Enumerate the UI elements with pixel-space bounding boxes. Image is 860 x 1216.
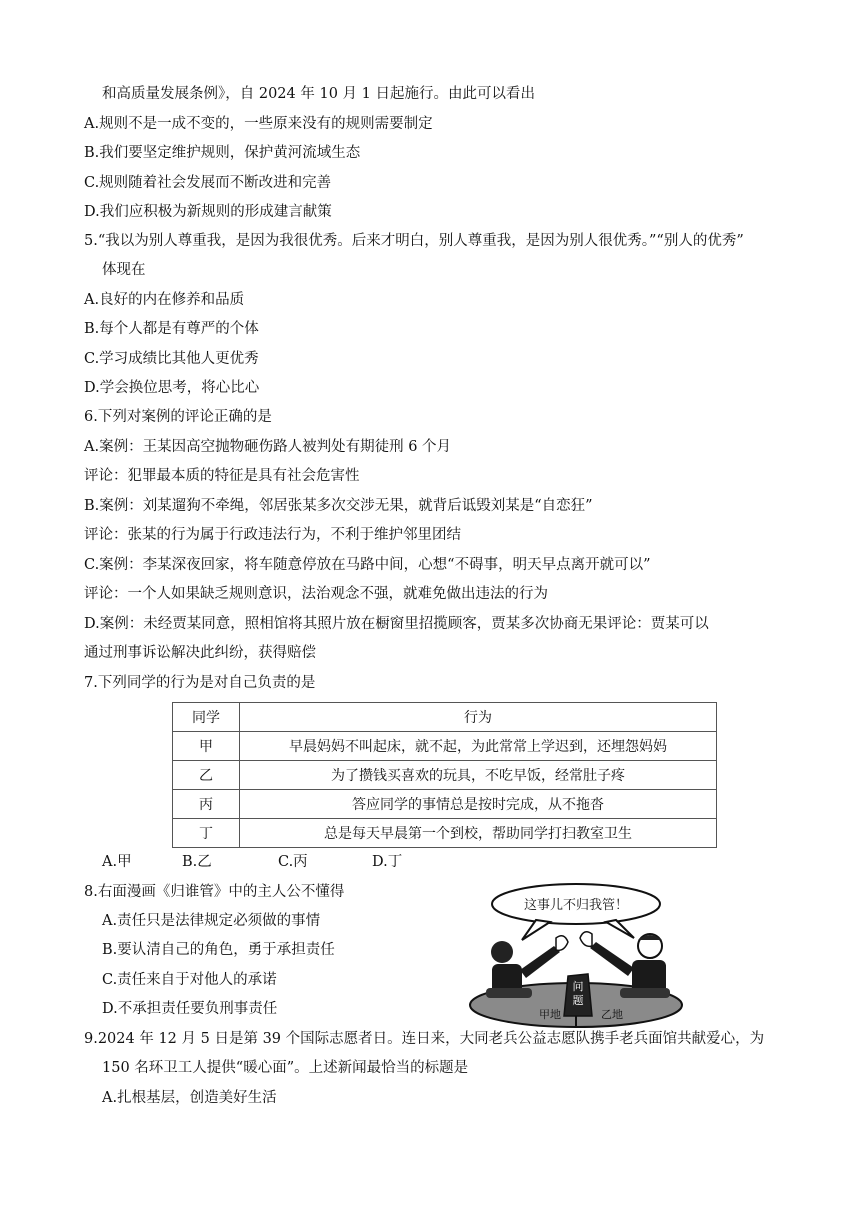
q6-line: B.案例：刘某遛狗不牵绳，邻居张某多次交涉无果，就背后诋毁刘某是“自恋狂”	[84, 498, 593, 514]
q7-option-b: B.乙	[182, 854, 212, 870]
table-header-cell: 同学	[173, 703, 240, 732]
table-header-cell: 行为	[240, 703, 717, 732]
table-cell: 乙	[173, 761, 240, 790]
q5-option-d: D.学会换位思考，将心比心	[84, 380, 260, 396]
table-row	[173, 790, 717, 819]
q4-stem-tail: 和高质量发展条例》，自 2024 年 10 月 1 日起施行。由此可以看出	[102, 86, 535, 102]
table-cell: 丙	[173, 790, 240, 819]
stone-text-2: 题	[572, 994, 584, 1007]
stone-text-1: 问	[572, 980, 584, 993]
q5-option-b: B.每个人都是有尊严的个体	[84, 321, 259, 337]
q6-line: 通过刑事诉讼解决此纠纷，获得赔偿	[84, 645, 316, 661]
q5-stem-line1: 5.“我以为别人尊重我，是因为我很优秀。后来才明白，别人尊重我，是因为别人很优秀。”“别人的优秀”	[84, 233, 744, 249]
q8-option-b: B.要认清自己的角色，勇于承担责任	[102, 942, 335, 958]
table-cell: 为了攒钱买喜欢的玩具，不吃早饭，经常肚子疼	[240, 761, 717, 790]
q5-option-a: A.良好的内在修养和品质	[84, 292, 245, 308]
table-row	[173, 761, 717, 790]
q7-option-a: A.甲	[102, 854, 132, 870]
q5-option-c: C.学习成绩比其他人更优秀	[84, 351, 259, 367]
q6-line: 评论：一个人如果缺乏规则意识，法治观念不强，就难免做出违法的行为	[84, 586, 548, 602]
q4-option-c: C.规则随着社会发展而不断改进和完善	[84, 175, 332, 191]
q6-line: 评论：犯罪最本质的特征是具有社会危害性	[84, 468, 360, 484]
speech-text: 这事儿不归我管！	[523, 898, 629, 913]
q7-option-c: C.丙	[278, 854, 308, 870]
q6-line: C.案例：李某深夜回家，将车随意停放在马路中间，心想“不碍事，明天早点离开就可以”	[84, 557, 651, 573]
q6-line: A.案例：王某因高空抛物砸伤路人被判处有期徒刑 6 个月	[84, 439, 452, 455]
q6-line: D.案例：未经贾某同意，照相馆将其照片放在橱窗里招揽顾客，贾某多次协商无果评论：贾某可以	[84, 616, 709, 632]
q9-option-a: A.扎根基层，创造美好生活	[102, 1090, 277, 1106]
q5-stem-line2: 体现在	[102, 262, 146, 278]
table-cell: 早晨妈妈不叫起床，就不起，为此常常上学迟到，还埋怨妈妈	[240, 732, 717, 761]
table-cell: 答应同学的事情总是按时完成，从不拖沓	[240, 790, 717, 819]
q4-option-d: D.我们应积极为新规则的形成建言献策	[84, 204, 332, 220]
q6-stem: 6.下列对案例的评论正确的是	[84, 409, 272, 425]
q4-option-a: A.规则不是一成不变的，一些原来没有的规则需要制定	[84, 116, 433, 132]
q7-table	[172, 702, 717, 848]
table-row	[173, 732, 717, 761]
q4-option-b: B.我们要坚定维护规则，保护黄河流域生态	[84, 145, 361, 161]
left-ground-label: 甲地	[539, 1008, 561, 1021]
table-header-row	[173, 703, 717, 732]
right-ground-label: 乙地	[601, 1008, 623, 1021]
table-row	[173, 819, 717, 848]
table-cell: 甲	[173, 732, 240, 761]
q7-option-d: D.丁	[372, 854, 403, 870]
q6-line: 评论：张某的行为属于行政违法行为，不利于维护邻里团结	[84, 527, 461, 543]
q8-option-a: A.责任只是法律规定必须做的事情	[102, 913, 321, 929]
table-cell: 总是每天早晨第一个到校，帮助同学打扫教室卫生	[240, 819, 717, 848]
q9-stem-line2: 150 名环卫工人提供“暖心面”。上述新闻最恰当的标题是	[102, 1060, 469, 1076]
q8-option-c: C.责任来自于对他人的承诺	[102, 972, 277, 988]
cartoon-image	[466, 880, 684, 1030]
q9-stem-line1: 9.2024 年 12 月 5 日是第 39 个国际志愿者日。连日来，大同老兵公益志愿队携手老兵面馆共献爱心，为	[84, 1031, 765, 1047]
q7-stem: 7.下列同学的行为是对自己负责的是	[84, 675, 316, 691]
q8-stem: 8.右面漫画《归谁管》中的主人公不懂得	[84, 884, 345, 900]
q8-option-d: D.不承担责任要负刑事责任	[102, 1001, 278, 1017]
table-cell: 丁	[173, 819, 240, 848]
